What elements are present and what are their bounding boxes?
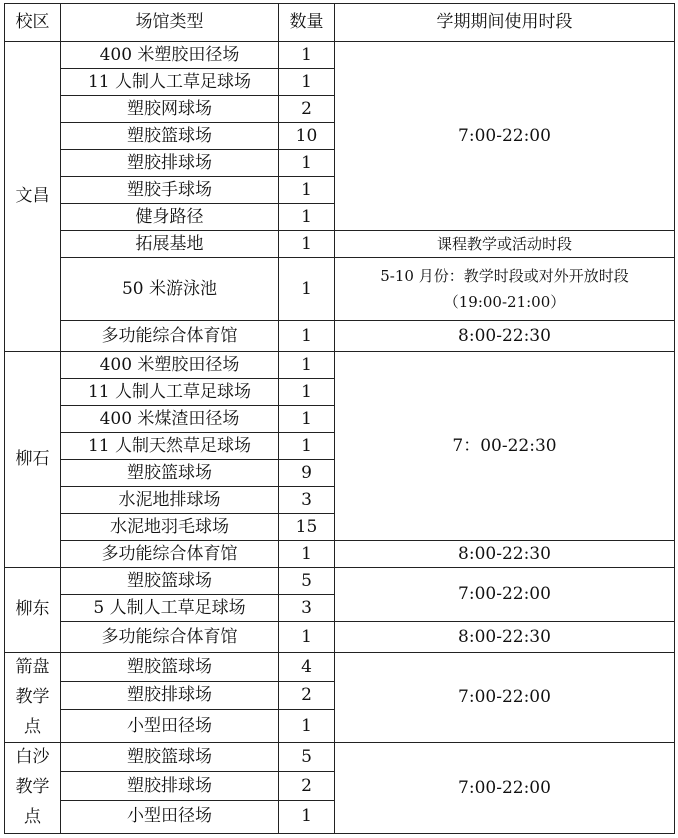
facility-count: 1 (279, 352, 335, 379)
facility-count: 3 (279, 487, 335, 514)
facility-count: 4 (279, 653, 335, 682)
facility-type: 多功能综合体育馆 (61, 541, 279, 568)
facility-count: 1 (279, 379, 335, 406)
hours-cell: 8:00-22:30 (335, 321, 675, 352)
facility-type: 塑胶篮球场 (61, 123, 279, 150)
hours-cell: 7:00-22:00 (335, 42, 675, 231)
header-row (5, 4, 675, 42)
hours-cell: 7：00-22:30 (335, 352, 675, 541)
facility-type: 塑胶篮球场 (61, 653, 279, 682)
hours-cell: 8:00-22:30 (335, 622, 675, 653)
facility-count: 1 (279, 321, 335, 352)
table-row (5, 743, 675, 772)
campus-cell-liudong: 柳东 (5, 568, 61, 653)
hours-cell: 7:00-22:00 (335, 743, 675, 833)
table-row (5, 321, 675, 352)
hours-cell: 8:00-22:30 (335, 541, 675, 568)
facility-count: 5 (279, 743, 335, 772)
table-row (5, 541, 675, 568)
facility-type: 多功能综合体育馆 (61, 622, 279, 653)
facility-count: 9 (279, 460, 335, 487)
facility-count: 1 (279, 177, 335, 204)
table-row (5, 653, 675, 682)
facility-type: 小型田径场 (61, 710, 279, 743)
facility-type: 400 米塑胶田径场 (61, 352, 279, 379)
facility-count: 10 (279, 123, 335, 150)
facility-type: 50 米游泳池 (61, 258, 279, 321)
facility-type: 塑胶排球场 (61, 681, 279, 710)
facility-type: 拓展基地 (61, 231, 279, 258)
table-row (5, 568, 675, 595)
facility-count: 5 (279, 568, 335, 595)
facility-count: 2 (279, 96, 335, 123)
facility-type: 塑胶网球场 (61, 96, 279, 123)
hours-cell: 课程教学或活动时段 (335, 231, 675, 258)
table-row (5, 352, 675, 379)
campus-cell-liushi: 柳石 (5, 352, 61, 568)
table-row (5, 231, 675, 258)
facility-count: 15 (279, 514, 335, 541)
header-hours: 学期期间使用时段 (335, 4, 675, 42)
facility-type: 小型田径场 (61, 800, 279, 833)
facility-type: 11 人制人工草足球场 (61, 69, 279, 96)
facility-count: 1 (279, 258, 335, 321)
facility-count: 2 (279, 771, 335, 800)
facility-count: 1 (279, 622, 335, 653)
facility-count: 3 (279, 595, 335, 622)
facility-count: 1 (279, 710, 335, 743)
facility-type: 5 人制人工草足球场 (61, 595, 279, 622)
facility-type: 11 人制天然草足球场 (61, 433, 279, 460)
facility-count: 1 (279, 433, 335, 460)
facility-type: 400 米煤渣田径场 (61, 406, 279, 433)
hours-cell: 7:00-22:00 (335, 653, 675, 743)
table-row (5, 258, 675, 321)
facility-count: 1 (279, 231, 335, 258)
facility-count: 1 (279, 150, 335, 177)
facility-count: 1 (279, 541, 335, 568)
facility-count: 1 (279, 406, 335, 433)
facility-type: 健身路径 (61, 204, 279, 231)
header-quantity: 数量 (279, 4, 335, 42)
campus-cell-wenchang: 文昌 (5, 42, 61, 352)
facility-type: 塑胶篮球场 (61, 460, 279, 487)
facility-count: 2 (279, 681, 335, 710)
table-row (5, 42, 675, 69)
campus-cell-baisha: 白沙教学点 (5, 743, 61, 833)
facility-type: 多功能综合体育馆 (61, 321, 279, 352)
facility-type: 400 米塑胶田径场 (61, 42, 279, 69)
hours-cell-pool (335, 258, 675, 321)
hours-cell: 7:00-22:00 (335, 568, 675, 622)
facility-type: 塑胶排球场 (61, 771, 279, 800)
facility-type: 塑胶排球场 (61, 150, 279, 177)
facility-count: 1 (279, 69, 335, 96)
pool-hours-line1: 5-10 月份：教学时段或对外开放时段 (380, 266, 629, 285)
facility-type: 塑胶篮球场 (61, 743, 279, 772)
table-row (5, 622, 675, 653)
header-campus: 校区 (5, 4, 61, 42)
facility-type: 水泥地羽毛球场 (61, 514, 279, 541)
facility-count: 1 (279, 204, 335, 231)
pool-hours-line2: （19:00-21:00） (443, 293, 566, 311)
facility-type: 11 人制人工草足球场 (61, 379, 279, 406)
facility-count: 1 (279, 800, 335, 833)
campus-cell-jianpan: 箭盘教学点 (5, 653, 61, 743)
facility-type: 塑胶手球场 (61, 177, 279, 204)
facilities-table (4, 3, 675, 834)
header-facility-type: 场馆类型 (61, 4, 279, 42)
facility-type: 塑胶篮球场 (61, 568, 279, 595)
facility-count: 1 (279, 42, 335, 69)
facility-type: 水泥地排球场 (61, 487, 279, 514)
